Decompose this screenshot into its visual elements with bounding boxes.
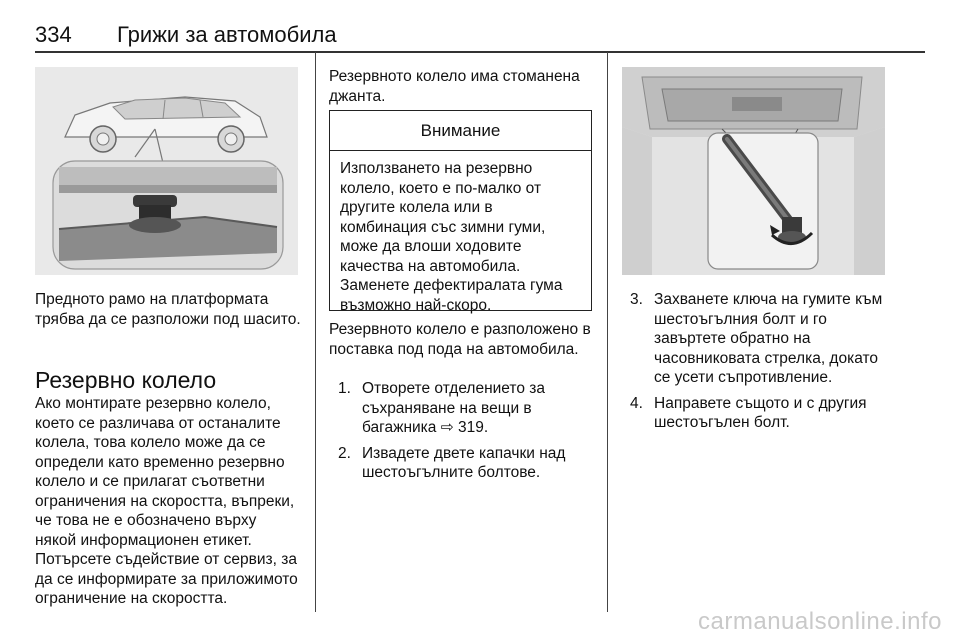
step-item (630, 394, 892, 433)
steps-list-middle (338, 379, 596, 489)
warning-text: Използването на резервно колело, което е по-малко от другите колела или в комбинация със зимни гуми, може да влоши ходовите качества на автомобила. Заменете дефектиралата гума възможно най-скоро. (340, 160, 563, 314)
column-divider-left (315, 52, 316, 612)
warning-box (329, 110, 592, 314)
step-item (338, 379, 596, 438)
step-item (338, 444, 596, 483)
step-number: 2. (338, 444, 351, 462)
step-text: Направете същото и с другия шестоъгълен болт. (654, 394, 867, 431)
section-heading: Резервно колело (35, 367, 217, 393)
step-text: Захванете ключа на гумите към шестоъгълния болт и го завъртете обратно на часовниковата стрелка, докато се усети съпротивление. (654, 291, 883, 386)
figure-caption: Предното рамо на платформата трябва да се разположи под шасито. (35, 291, 301, 328)
column-divider-right (607, 52, 608, 612)
step-text: Извадете двете капачки над шестоъгълните болтове. (362, 444, 566, 481)
step-number: 3. (630, 291, 643, 308)
page-title: Грижи за автомобила (117, 22, 337, 47)
steps-list-right (630, 290, 892, 439)
wheel-wrench-illustration (622, 67, 885, 275)
step-text: Отворете отделението за съхраняване на вещи в багажника ⇨ 319. (362, 380, 545, 436)
spare-wheel-body-text: Ако монтирате резервно колело, което се различава от останалите колела, това колело може да се определи като временно резервно колело и се прилагат съответни ограничения на скоростта, въпреки, че това не е обозначено върху някой информационен етикет. Потърсете съдействие от сервиз, за да се информирате за приложимото ограничение на скоростта. (35, 395, 298, 607)
page-number: 334 (35, 22, 72, 47)
header-rule (35, 51, 925, 53)
spare-wheel-location-text: Резервното колело е разположено в поставка под пода на автомобила. (329, 321, 591, 358)
warning-title: Внимание (330, 111, 591, 151)
watermark: carmanualsonline.info (698, 608, 942, 635)
page-header (35, 22, 935, 52)
jack-position-illustration (35, 67, 298, 275)
steel-rim-text: Резервното колело има стоманена джанта. (329, 68, 580, 105)
step-number: 1. (338, 380, 351, 397)
step-item (630, 290, 892, 388)
step-number: 4. (630, 394, 643, 412)
